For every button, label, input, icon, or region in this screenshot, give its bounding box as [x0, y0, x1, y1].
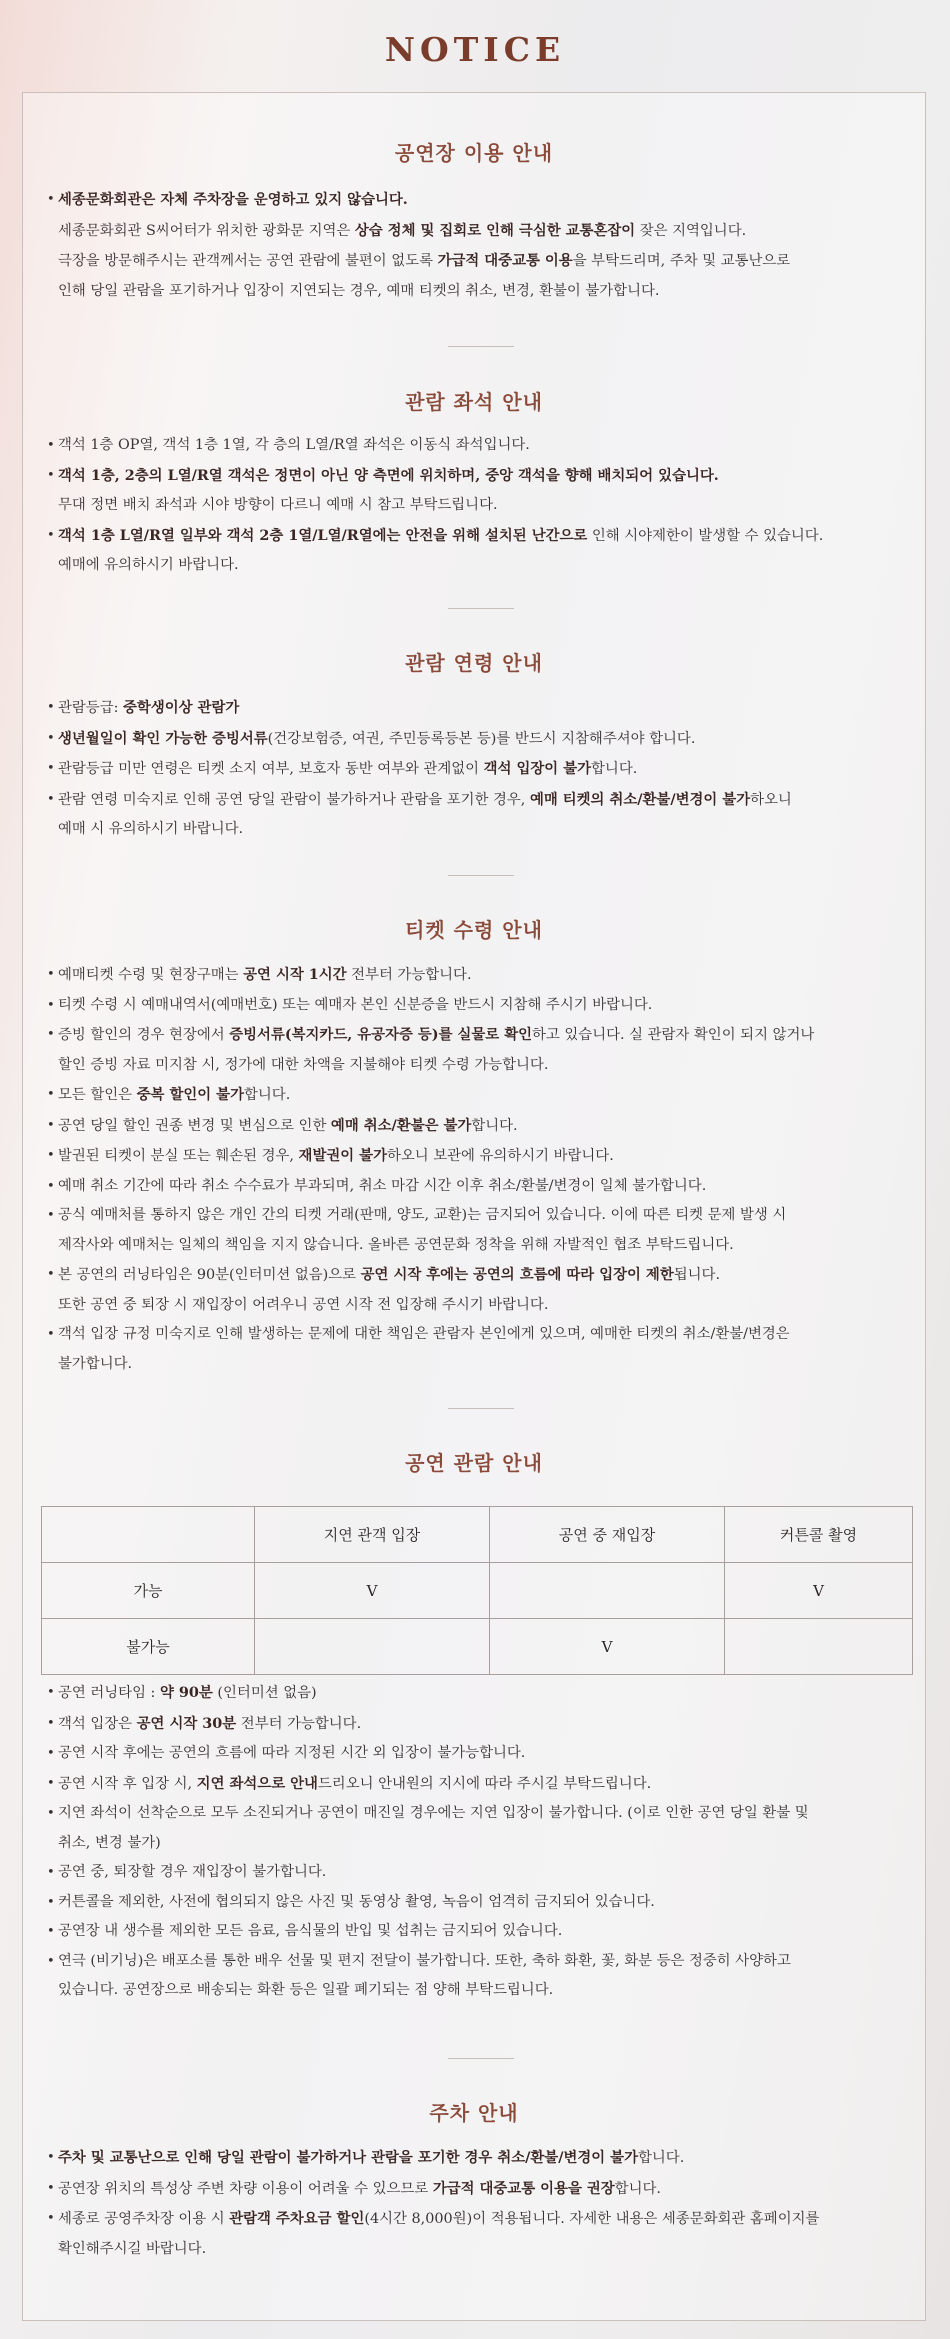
list-text: 확인해주시길 바랍니다. [58, 2240, 207, 2257]
list-item [48, 491, 823, 521]
list-text: 공연 중, 퇴장할 경우 재입장이 불가합니다. [58, 1864, 327, 1880]
list-item [48, 991, 814, 1021]
divider [448, 608, 514, 609]
emphasis-text: 약 90분 [159, 1684, 213, 1701]
emphasis-text: 가급적 대중교통 이용을 권장 [432, 2179, 615, 2197]
table-cell: 불가능 [42, 1619, 255, 1675]
emphasis-text: 생년월일이 확인 가능한 증빙서류 [58, 729, 268, 747]
emphasis-text: 객석 입장이 불가 [483, 760, 592, 777]
section-venue [23, 138, 925, 168]
list-parking [23, 2143, 819, 2264]
list-item [48, 1976, 809, 2006]
list-item [48, 246, 790, 277]
list-item [48, 2204, 819, 2235]
table-cell: V [490, 1619, 725, 1675]
list-text: 하고 있습니다. 실 관람자 확인이 되지 않거나 [532, 1027, 815, 1043]
list-text: 객석 1층 OP열, 객석 1층 1열, 각 층의 L열/R열 좌석은 이동식 좌석입니다. [58, 437, 530, 453]
list-item [48, 2143, 819, 2174]
list-text: 공연 시작 후 입장 시, [58, 1775, 197, 1792]
list-item [48, 551, 823, 581]
list-text: 공연 러닝타임 : [58, 1685, 160, 1701]
emphasis-text: 재발권이 불가 [298, 1147, 387, 1164]
list-item [48, 1320, 814, 1350]
list-item [48, 1260, 814, 1291]
list-item [48, 1080, 814, 1111]
list-item [48, 216, 790, 247]
list-text: 무대 정면 배치 좌석과 시야 방향이 다르니 예매 시 참고 부탁드립니다. [58, 497, 498, 513]
list-text: 하오니 [750, 791, 792, 808]
list-text: 발권된 티켓이 분실 또는 훼손된 경우, [58, 1148, 299, 1164]
list-venue [23, 185, 790, 306]
list-item [48, 1201, 814, 1231]
list-text: 합니다. [591, 761, 638, 777]
list-text: 객석 입장 규정 미숙지로 인해 발생하는 문제에 대한 책임은 관람자 본인에게 있으며, 예매한 티켓의 취소/환불/변경은 [58, 1326, 790, 1342]
table-row [42, 1563, 913, 1619]
list-text: 전부터 가능합니다. [236, 1715, 362, 1732]
emphasis-text: 상습 정체 및 집회로 인해 극심한 교통혼잡이 [354, 221, 636, 239]
list-item [48, 1172, 814, 1202]
emphasis-text: 주차 및 교통난으로 인해 당일 관람이 불가하거나 관람을 포기한 경우 취소/환불/변경이 불가 [58, 2149, 638, 2166]
list-text: 티켓 수령 시 예매내역서(예매번호) 또는 예매자 본인 신분증을 반드시 지참해 주시기 바랍니다. [58, 996, 653, 1013]
list-item [48, 724, 792, 755]
emphasis-text: 예매 취소/환불은 불가 [330, 1116, 472, 1134]
list-text: 커튼콜을 제외한, 사전에 협의되지 않은 사진 및 동영상 촬영, 녹음이 엄격히 금지되어 있습니다. [58, 1893, 655, 1910]
list-viewing [23, 1678, 809, 2006]
divider [448, 1408, 514, 1409]
divider [448, 875, 514, 876]
list-text: 공연장 위치의 특성상 주변 차량 이용이 어려울 수 있으므로 [58, 2180, 433, 2197]
list-text: 합니다. [244, 1087, 291, 1103]
table-header-row [42, 1507, 913, 1563]
table-cell: V [255, 1563, 490, 1619]
list-text: 합니다. [471, 1117, 518, 1134]
list-text: 극장을 방문해주시는 관객께서는 공연 관람에 불편이 없도록 [58, 253, 438, 269]
list-text: 관람등급 미만 연령은 티켓 소지 여부, 보호자 동반 여부와 관계없이 [58, 761, 484, 777]
list-text: 공연장 내 생수를 제외한 모든 음료, 음식물의 반입 및 섭취는 금지되어 있습니다. [58, 1923, 563, 1939]
list-text: 취소, 변경 불가) [58, 1834, 161, 1851]
section-viewing [23, 1448, 925, 1478]
emphasis-text: 관람객 주차요금 할인 [229, 2210, 365, 2227]
list-text: 공연 당일 할인 권종 변경 및 변심으로 인한 [58, 1117, 331, 1134]
section-ticket [23, 915, 925, 945]
list-item [48, 1291, 814, 1321]
list-text: 지연 좌석이 선착순으로 모두 소진되거나 공연이 매진일 경우에는 지연 입장이 불가합니다. (이로 인한 공연 당일 환불 및 [58, 1805, 809, 1821]
list-text: 제작사와 예매처는 일체의 책임을 지지 않습니다. 올바른 공연문화 정착을 위해 자발적인 협조 부탁드립니다. [58, 1236, 734, 1253]
list-item [48, 1799, 809, 1829]
emphasis-text: 공연 시작 30분 [136, 1714, 237, 1732]
table-header-cell: 공연 중 재입장 [490, 1507, 725, 1563]
emphasis-text: 예매 티켓의 취소/환불/변경이 불가 [529, 790, 751, 808]
list-text: 됩니다. [673, 1267, 721, 1283]
list-item [48, 1858, 809, 1888]
list-text: 불가합니다. [58, 1355, 133, 1372]
list-seats [23, 431, 823, 581]
list-item [48, 785, 792, 816]
list-text: 할인 증빙 자료 미지참 시, 정가에 대한 차액을 지불해야 티켓 수령 가능합니다. [58, 1056, 549, 1073]
list-text: 인해 당일 관람을 포기하거나 입장이 지연되는 경우, 예매 티켓의 취소, 변경, 환불이 불가합니다. [58, 282, 660, 299]
table-header-cell: 커튼콜 촬영 [725, 1507, 913, 1563]
list-item [48, 1020, 814, 1051]
list-item [48, 754, 792, 785]
section-parking [23, 2098, 925, 2128]
list-item [48, 1739, 809, 1769]
list-item [48, 1917, 809, 1947]
list-item [48, 1111, 814, 1142]
list-item [48, 1769, 809, 1800]
list-text: (인터미션 없음) [212, 1685, 317, 1701]
list-text: 잦은 지역입니다. [635, 222, 747, 239]
table-cell [725, 1619, 913, 1675]
list-text: 또한 공연 중 퇴장 시 재입장이 어려우니 공연 시작 전 입장해 주시기 바랍니다. [58, 1296, 549, 1313]
list-text: 관람등급: [58, 700, 124, 716]
list-item [48, 461, 823, 492]
list-text: 있습니다. 공연장으로 배송되는 화환 등은 일괄 폐기되는 점 양해 부탁드립니다. [58, 1982, 554, 1998]
list-item [48, 815, 792, 845]
emphasis-text: 중복 할인이 불가 [136, 1086, 244, 1103]
emphasis-text: 공연 시작 후에는 공연의 흐름에 따라 입장이 제한 [360, 1266, 674, 1283]
table-cell: V [725, 1563, 913, 1619]
list-text: 하오니 보관에 유의하시기 바랍니다. [386, 1148, 614, 1164]
list-item [48, 1051, 814, 1081]
list-text: 연극 (비기닝)은 배포소를 통한 배우 선물 및 편지 전달이 불가합니다. 또한, 축하 화환, 꽃, 화분 등은 정중히 사양하고 [58, 1952, 791, 1969]
list-text: 모든 할인은 [58, 1087, 137, 1103]
notice-frame [22, 92, 926, 2321]
viewing-table [41, 1506, 913, 1675]
divider [448, 346, 514, 347]
emphasis-text: 지연 좌석으로 안내 [196, 1774, 318, 1792]
list-text: 공연 시작 후에는 공연의 흐름에 따라 지정된 시간 외 입장이 불가능합니다. [58, 1745, 526, 1761]
list-item [48, 1678, 809, 1709]
list-item [48, 1709, 809, 1740]
list-text: 관람 연령 미숙지로 인해 공연 당일 관람이 불가하거나 관람을 포기한 경우, [58, 791, 530, 808]
list-text: 예매 취소 기간에 따라 취소 수수료가 부과되며, 취소 마감 시간 이후 취소/환불/변경이 일체 불가합니다. [58, 1177, 707, 1194]
list-item [48, 1829, 809, 1859]
list-text: 예매티켓 수령 및 현장구매는 [58, 967, 244, 983]
list-item [48, 1231, 814, 1261]
list-text: 객석 입장은 [58, 1715, 137, 1732]
list-text: 세종문화회관 S씨어터가 위치한 광화문 지역은 [58, 222, 355, 239]
emphasis-text: 가급적 대중교통 이용 [437, 252, 573, 269]
emphasis-text: 공연 시작 1시간 [243, 966, 347, 983]
emphasis-text: 객석 1층 L열/R열 일부와 객석 2층 1열/L열/R열에는 안전을 위해 설치된 난간으로 [58, 526, 588, 544]
section-title-parking: 주차 안내 [429, 2101, 519, 2125]
list-item [48, 1350, 814, 1380]
section-title-seats: 관람 좌석 안내 [405, 390, 543, 414]
list-item [48, 521, 823, 552]
table-cell [490, 1563, 725, 1619]
table-header-cell [42, 1507, 255, 1563]
list-text: 예매에 유의하시기 바랍니다. [58, 557, 239, 573]
section-age [23, 648, 925, 678]
page-title: NOTICE [384, 30, 566, 69]
emphasis-text: 중학생이상 관람가 [123, 699, 240, 716]
list-text: 본 공연의 러닝타임은 90분(인터미션 없음)으로 [58, 1267, 361, 1283]
list-text: 합니다. [637, 2150, 685, 2166]
list-ticket [23, 960, 814, 1379]
list-text: 예매 시 유의하시기 바랍니다. [58, 821, 244, 837]
list-text: 드리오니 안내원의 지시에 따라 주시길 부탁드립니다. [317, 1775, 652, 1792]
emphasis-text: 객석 1층, 2층의 L열/R열 객석은 정면이 아닌 양 측면에 위치하며, 중앙 객석을 향해 배치되어 있습니다. [58, 466, 719, 484]
section-title-ticket: 티켓 수령 안내 [405, 918, 543, 942]
list-text: 을 부탁드리며, 주차 및 교통난으로 [572, 253, 791, 269]
list-item [48, 1888, 809, 1918]
list-item [48, 277, 790, 307]
list-item [48, 2174, 819, 2205]
list-item [48, 960, 814, 991]
list-age [23, 693, 792, 845]
list-item [48, 185, 790, 216]
section-title-venue: 공연장 이용 안내 [394, 141, 554, 165]
list-text: (건강보험증, 여권, 주민등록등본 등)를 반드시 지참해주셔야 합니다. [267, 730, 696, 747]
list-text: 공식 예매처를 통하지 않은 개인 간의 티켓 거래(판매, 양도, 교환)는 금지되어 있습니다. 이에 따른 티켓 문제 발생 시 [58, 1207, 787, 1223]
emphasis-text: 증빙서류(복지카드, 유공자증 등)를 실물로 확인 [229, 1026, 533, 1043]
table-cell [255, 1619, 490, 1675]
table-row [42, 1619, 913, 1675]
list-item [48, 431, 823, 461]
section-seats [23, 387, 925, 417]
section-title-viewing: 공연 관람 안내 [405, 1451, 543, 1475]
list-text: (4시간 8,000원)이 적용됩니다. 자세한 내용은 세종문화회관 홈페이지를 [364, 2211, 820, 2227]
list-item [48, 1947, 809, 1977]
table-cell: 가능 [42, 1563, 255, 1619]
list-text: 인해 시야제한이 발생할 수 있습니다. [587, 527, 824, 544]
list-item [48, 693, 792, 724]
list-text: 세종로 공영주차장 이용 시 [58, 2211, 230, 2227]
table-header-cell: 지연 관객 입장 [255, 1507, 490, 1563]
list-item [48, 1141, 814, 1172]
list-item [48, 2235, 819, 2265]
list-text: 전부터 가능합니다. [346, 967, 472, 983]
emphasis-text: 세종문화회관은 자체 주차장을 운영하고 있지 않습니다. [58, 191, 408, 208]
list-text: 합니다. [614, 2180, 661, 2197]
divider [448, 2058, 514, 2059]
section-title-age: 관람 연령 안내 [405, 651, 543, 675]
list-text: 증빙 할인의 경우 현장에서 [58, 1027, 230, 1043]
